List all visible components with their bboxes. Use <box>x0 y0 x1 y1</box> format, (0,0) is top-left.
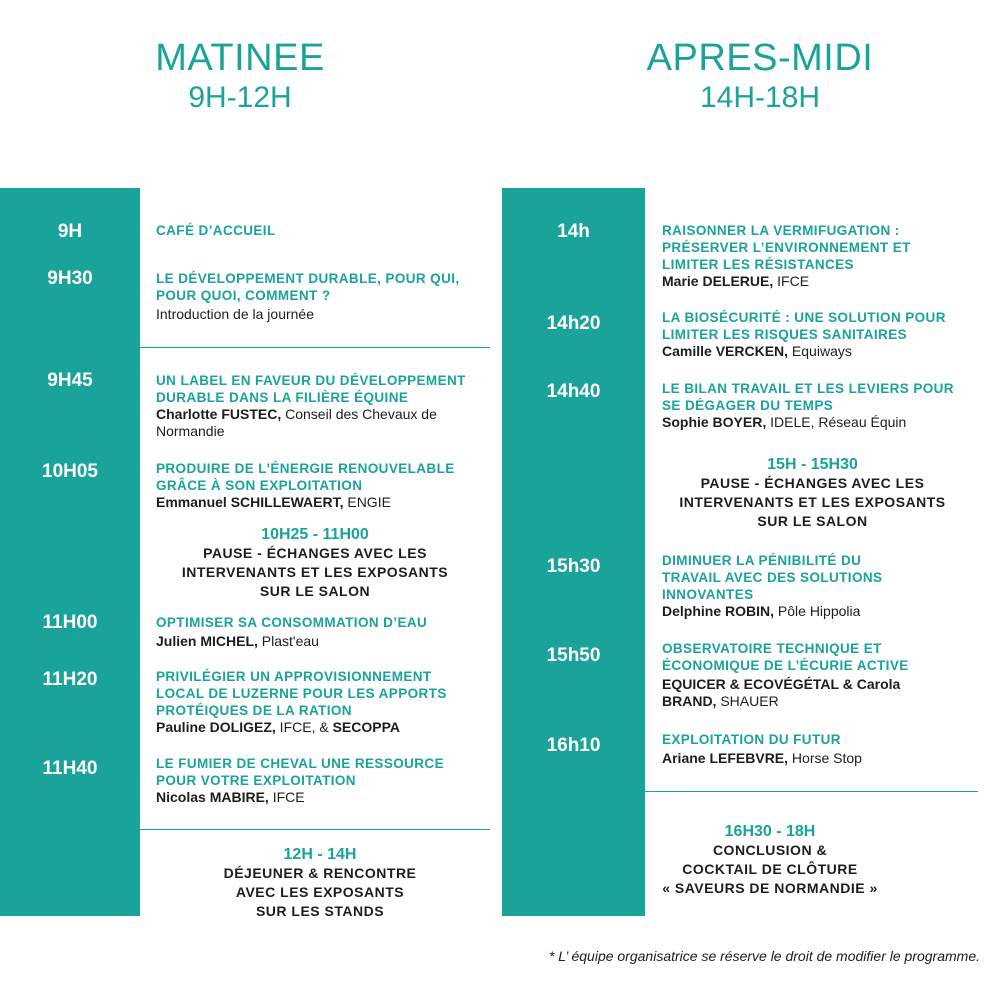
morning-item-5 <box>156 668 447 736</box>
speaker-org: Horse Stop <box>788 750 862 766</box>
morning-time-2: 9H45 <box>47 370 93 391</box>
speaker-org: SHAUER <box>716 693 779 709</box>
session-title-line: DIMINUER LA PÉNIBILITÉ DU <box>662 553 862 568</box>
afternoon-title: APRES-MIDI <box>646 37 874 79</box>
footnote: * L’ équipe organisatrice se réserve le droit de modifier le programme. <box>548 948 980 964</box>
closing-line: CONCLUSION & <box>712 842 828 858</box>
speaker-org: Plast'eau <box>257 633 319 649</box>
session-title: CAFÉ D’ACCUEIL <box>156 223 276 238</box>
speaker-org: IFCE, & <box>275 719 333 735</box>
closing-line: « SAVEURS DE NORMANDIE » <box>662 880 878 896</box>
morning-time-3: 10H05 <box>42 461 98 482</box>
morning-item-2 <box>156 372 466 440</box>
afternoon-closing <box>645 822 895 898</box>
afternoon-time-4: 15h50 <box>546 645 601 666</box>
speaker-line <box>156 494 455 511</box>
speaker-name: Pauline DOLIGEZ, <box>156 719 276 735</box>
speaker-org-cont: Normandie <box>156 423 225 439</box>
morning-lunch <box>140 845 500 921</box>
session-title-line: PRIVILÉGIER UN APPROVISIONNEMENT <box>156 669 432 684</box>
morning-time-5: 11H20 <box>42 669 98 690</box>
speaker-line <box>156 719 447 736</box>
speaker-org: IFCE <box>268 789 305 805</box>
session-title-line: INNOVANTES <box>662 587 754 602</box>
morning-time-4: 11H00 <box>42 612 98 633</box>
speaker-name: Charlotte FUSTEC, <box>156 406 282 422</box>
pause-line: INTERVENANTS ET LES EXPOSANTS <box>181 564 449 580</box>
session-title-line: LIMITER LES RÉSISTANCES <box>662 257 854 272</box>
lunch-time: 12H - 14H <box>283 846 357 863</box>
pause-line: INTERVENANTS ET LES EXPOSANTS <box>679 494 946 510</box>
divider <box>140 347 490 348</box>
speaker-line <box>156 633 427 650</box>
morning-item-6 <box>156 755 444 806</box>
speaker-name: Delphine ROBIN, <box>662 603 775 619</box>
pause-line: SUR LE SALON <box>757 513 868 529</box>
closing-line: COCKTAIL DE CLÔTURE <box>682 861 858 877</box>
session-subtitle: Introduction de la journée <box>156 306 314 322</box>
session-title-line: PRÉSERVER L’ENVIRONNEMENT ET <box>662 240 911 255</box>
speaker-org: ENGIE <box>343 494 391 510</box>
afternoon-item-4 <box>662 640 909 710</box>
speaker-org: Equiways <box>788 343 852 359</box>
speaker-line <box>662 414 954 431</box>
afternoon-time-3: 15h30 <box>546 556 601 577</box>
speaker-line <box>156 789 444 806</box>
morning-header <box>90 36 390 116</box>
session-title-line: DURABLE DANS LA FILIÈRE ÉQUINE <box>156 390 409 405</box>
speaker-name: Ariane LEFEBVRE, <box>662 750 789 766</box>
session-title-line: PROTÉIQUES DE LA RATION <box>156 703 352 718</box>
afternoon-item-0 <box>662 222 911 290</box>
speaker-name: EQUICER & ECOVÉGÉTAL & Carola <box>662 676 901 692</box>
speaker-name: Sophie BOYER, <box>662 414 767 430</box>
speaker-line <box>662 343 946 360</box>
session-title-line: LIMITER LES RISQUES SANITAIRES <box>662 327 908 342</box>
closing-time: 16H30 - 18H <box>724 823 816 840</box>
morning-hours: 9H-12H <box>188 81 292 114</box>
pause-time: 10H25 - 11H00 <box>261 526 369 543</box>
morning-time-band <box>0 188 140 916</box>
afternoon-header <box>610 36 910 116</box>
session-title-line: RAISONNER LA VERMIFUGATION : <box>662 223 900 238</box>
morning-item-1 <box>156 270 460 323</box>
session-title-line: GRÂCE À SON EXPLOITATION <box>156 478 363 493</box>
session-title-line: LE DÉVELOPPEMENT DURABLE, POUR QUI, <box>156 271 460 286</box>
afternoon-time-band <box>502 188 645 916</box>
session-title-line: LA BIOSÉCURITÉ : UNE SOLUTION POUR <box>662 310 946 325</box>
speaker-org: Conseil des Chevaux de <box>281 406 437 422</box>
session-title-line: LE FUMIER DE CHEVAL UNE RESSOURCE <box>156 756 444 771</box>
session-title-line: LE BILAN TRAVAIL ET LES LEVIERS POUR <box>662 381 954 396</box>
divider <box>645 791 978 792</box>
session-title-line: TRAVAIL AVEC DES SOLUTIONS <box>662 570 883 585</box>
speaker-name: Marie DELERUE, <box>662 273 774 289</box>
morning-time-6: 11H40 <box>42 758 98 779</box>
speaker-line <box>662 693 909 710</box>
afternoon-time-5: 16h10 <box>546 735 601 756</box>
speaker-org: IDELE, Réseau Équin <box>766 414 907 430</box>
session-title-line: OBSERVATOIRE TECHNIQUE ET <box>662 641 882 656</box>
speaker-name: Nicolas MABIRE, <box>156 789 269 805</box>
session-title-line: ÉCONOMIQUE DE L’ÉCURIE ACTIVE <box>662 658 909 673</box>
afternoon-item-3 <box>662 552 882 620</box>
morning-item-3 <box>156 460 455 511</box>
speaker-name: Camille VERCKEN, <box>662 343 789 359</box>
speaker-name: Julien MICHEL, <box>156 633 258 649</box>
speaker-name: SECOPPA <box>332 719 401 735</box>
pause-line: PAUSE - ÉCHANGES AVEC LES <box>203 545 427 561</box>
afternoon-time-2: 14h40 <box>546 381 601 402</box>
lunch-line: AVEC LES EXPOSANTS <box>235 884 405 900</box>
session-title-line: LOCAL DE LUZERNE POUR LES APPORTS <box>156 686 447 701</box>
session-title: OPTIMISER SA CONSOMMATION D’EAU <box>156 615 428 630</box>
lunch-line: DÉJEUNER & RENCONTRE <box>223 865 417 881</box>
pause-time: 15H - 15H30 <box>767 456 858 473</box>
afternoon-item-5 <box>662 731 862 767</box>
afternoon-time-0: 14h <box>557 221 590 242</box>
speaker-line <box>662 603 882 620</box>
speaker-org: IFCE <box>773 273 810 289</box>
session-title-line: SE DÉGAGER DU TEMPS <box>662 398 834 413</box>
pause-line: SUR LE SALON <box>259 583 371 599</box>
session-title-line: POUR QUOI, COMMENT ? <box>156 288 331 303</box>
afternoon-hours: 14H-18H <box>699 81 821 114</box>
speaker-line <box>156 406 466 423</box>
morning-title: MATINEE <box>155 37 325 79</box>
session-title: EXPLOITATION DU FUTUR <box>662 732 841 747</box>
session-title-line: POUR VOTRE EXPLOITATION <box>156 773 356 788</box>
morning-pause <box>140 525 490 601</box>
morning-time-0: 9H <box>57 221 83 242</box>
speaker-line <box>662 676 909 693</box>
afternoon-pause <box>645 455 980 531</box>
morning-time-1: 9H30 <box>47 268 93 289</box>
afternoon-time-1: 14h20 <box>546 313 601 334</box>
morning-item-4 <box>156 614 427 650</box>
afternoon-item-2 <box>662 380 954 431</box>
morning-item-0 <box>156 222 276 239</box>
divider <box>140 829 490 830</box>
session-title-line: UN LABEL EN FAVEUR DU DÉVELOPPEMENT <box>156 373 466 388</box>
pause-line: PAUSE - ÉCHANGES AVEC LES <box>700 475 925 491</box>
speaker-line <box>662 750 862 767</box>
session-title-line: PRODUIRE DE L’ÉNERGIE RENOUVELABLE <box>156 461 455 476</box>
afternoon-item-1 <box>662 309 946 360</box>
speaker-name: Emmanuel SCHILLEWAERT, <box>156 494 344 510</box>
speaker-name: BRAND, <box>662 693 717 709</box>
lunch-line: SUR LES STANDS <box>255 903 385 919</box>
speaker-org: Pôle Hippolia <box>774 603 861 619</box>
speaker-line <box>662 273 911 290</box>
